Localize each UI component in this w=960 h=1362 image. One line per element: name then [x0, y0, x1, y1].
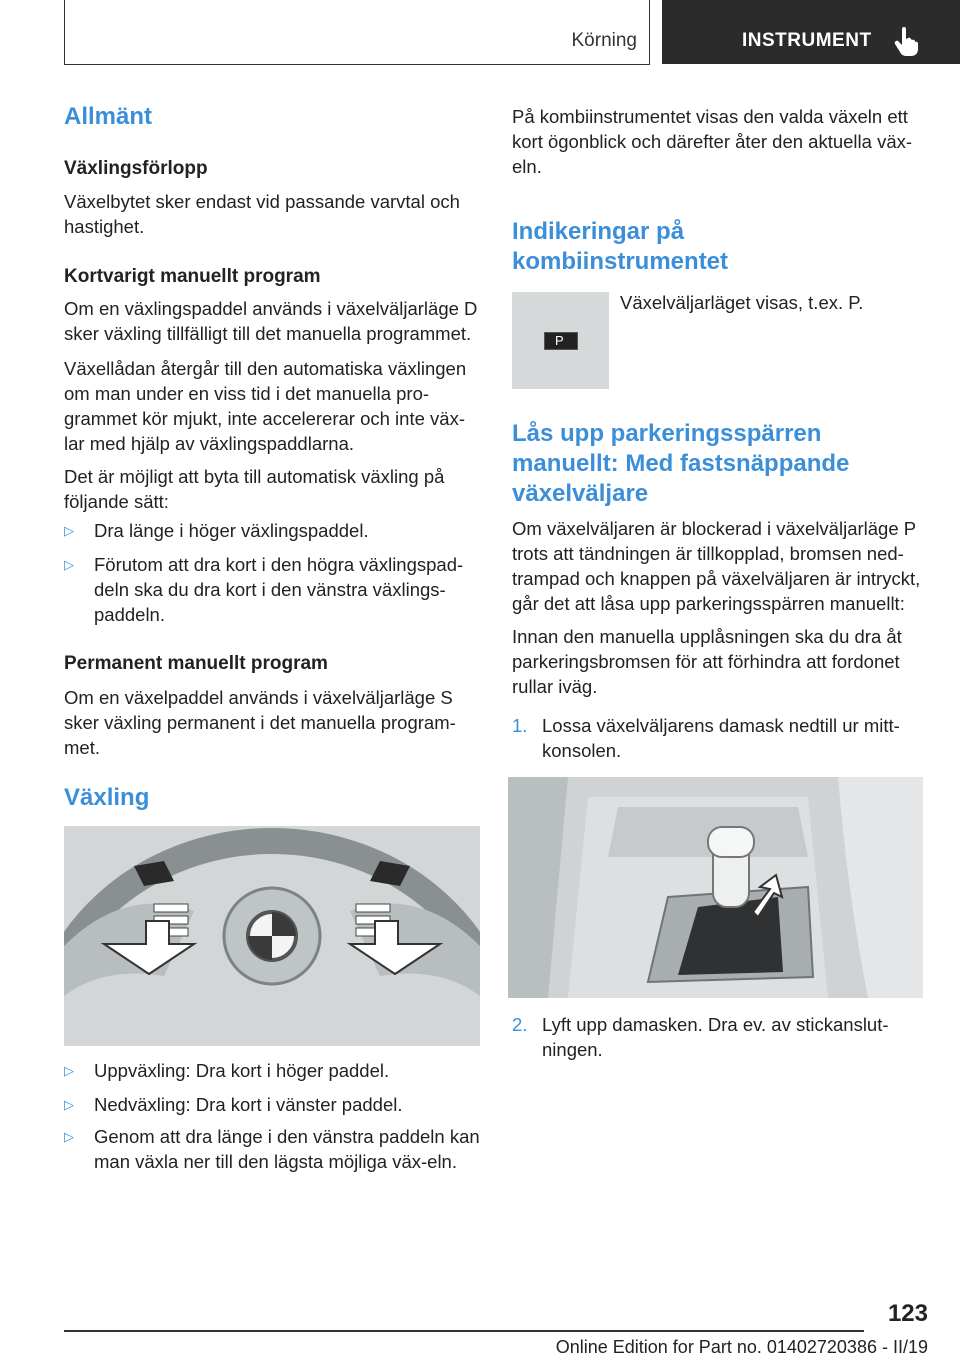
indicator-caption: Växelväljarläget visas, t.ex. P. — [620, 292, 864, 313]
triangle-bullet-icon: ▷ — [64, 523, 74, 538]
subheading-kortvarigt: Kortvarigt manuellt program — [64, 266, 321, 287]
heading-vaxling: Växling — [64, 784, 150, 811]
triangle-bullet-icon: ▷ — [64, 1063, 74, 1078]
gear-indicator-box — [544, 332, 578, 350]
paragraph: Om växelväljaren är blockerad i växelväljarläge P trots att tändningen är tillkopplad, bromsen ned-trampad och knappen på växelväljaren är intryckt, går det att låsa upp parkeringsspärren manuellt: — [512, 518, 921, 614]
heading-las-upp: Lås upp parkeringsspärren manuellt: Med fastsnäppande växelväljare — [512, 420, 850, 507]
page-number: 123 — [887, 1300, 928, 1327]
paragraph: Innan den manuella upplåsningen ska du dra åt parkeringsbromsen för att förhindra att fordonet rullar iväg. — [512, 626, 902, 697]
heading-allmant: Allmänt — [64, 103, 153, 130]
triangle-bullet-icon: ▷ — [64, 1129, 74, 1144]
header-section: Körning — [571, 30, 637, 51]
paragraph: Växellådan återgår till den automatiska växlingen om man under en viss tid i det manuella pro-grammet kör mjukt, inte accelererar och inte väx-lar med hjälp av växlingspaddlarna. — [64, 358, 467, 454]
gear-selector-boot-image — [508, 777, 923, 998]
paragraph: Det är möjligt att byta till automatisk växling på följande sätt: — [64, 466, 445, 512]
paragraph: Om en växlingspaddel används i växelväljarläge D sker växling tillfälligt till det manuella programmet. — [64, 298, 478, 344]
paragraph: Växelbytet sker endast vid passande varvtal och hastighet. — [64, 191, 460, 237]
header-chapter-tab — [662, 0, 960, 64]
subheading-permanent: Permanent manuellt program — [64, 653, 328, 674]
header-section-tab — [64, 0, 650, 65]
triangle-bullet-icon: ▷ — [64, 557, 74, 572]
steering-wheel-paddles-image — [64, 826, 480, 1046]
subheading-vaxlingsforlopp: Växlingsförlopp — [64, 158, 208, 179]
paragraph: Om en växelpaddel används i växelväljarläge S sker växling permanent i det manuella program-met. — [64, 687, 456, 758]
gear-indicator-symbol: P — [555, 333, 564, 348]
gear-indicator-image — [512, 292, 609, 389]
triangle-bullet-icon: ▷ — [64, 1097, 74, 1112]
header-chapter: INSTRUMENT — [742, 30, 872, 51]
paragraph: På kombiinstrumentet visas den valda växeln ett kort ögonblick och därefter åter den aktuella väx-eln. — [512, 106, 913, 177]
heading-indikeringar: Indikeringar på kombiinstrumentet — [512, 218, 729, 275]
footer-edition: Online Edition for Part no. 01402720386 - II/19 — [555, 1337, 928, 1357]
hand-pointer-icon — [894, 26, 920, 56]
footer-divider — [64, 1330, 864, 1332]
